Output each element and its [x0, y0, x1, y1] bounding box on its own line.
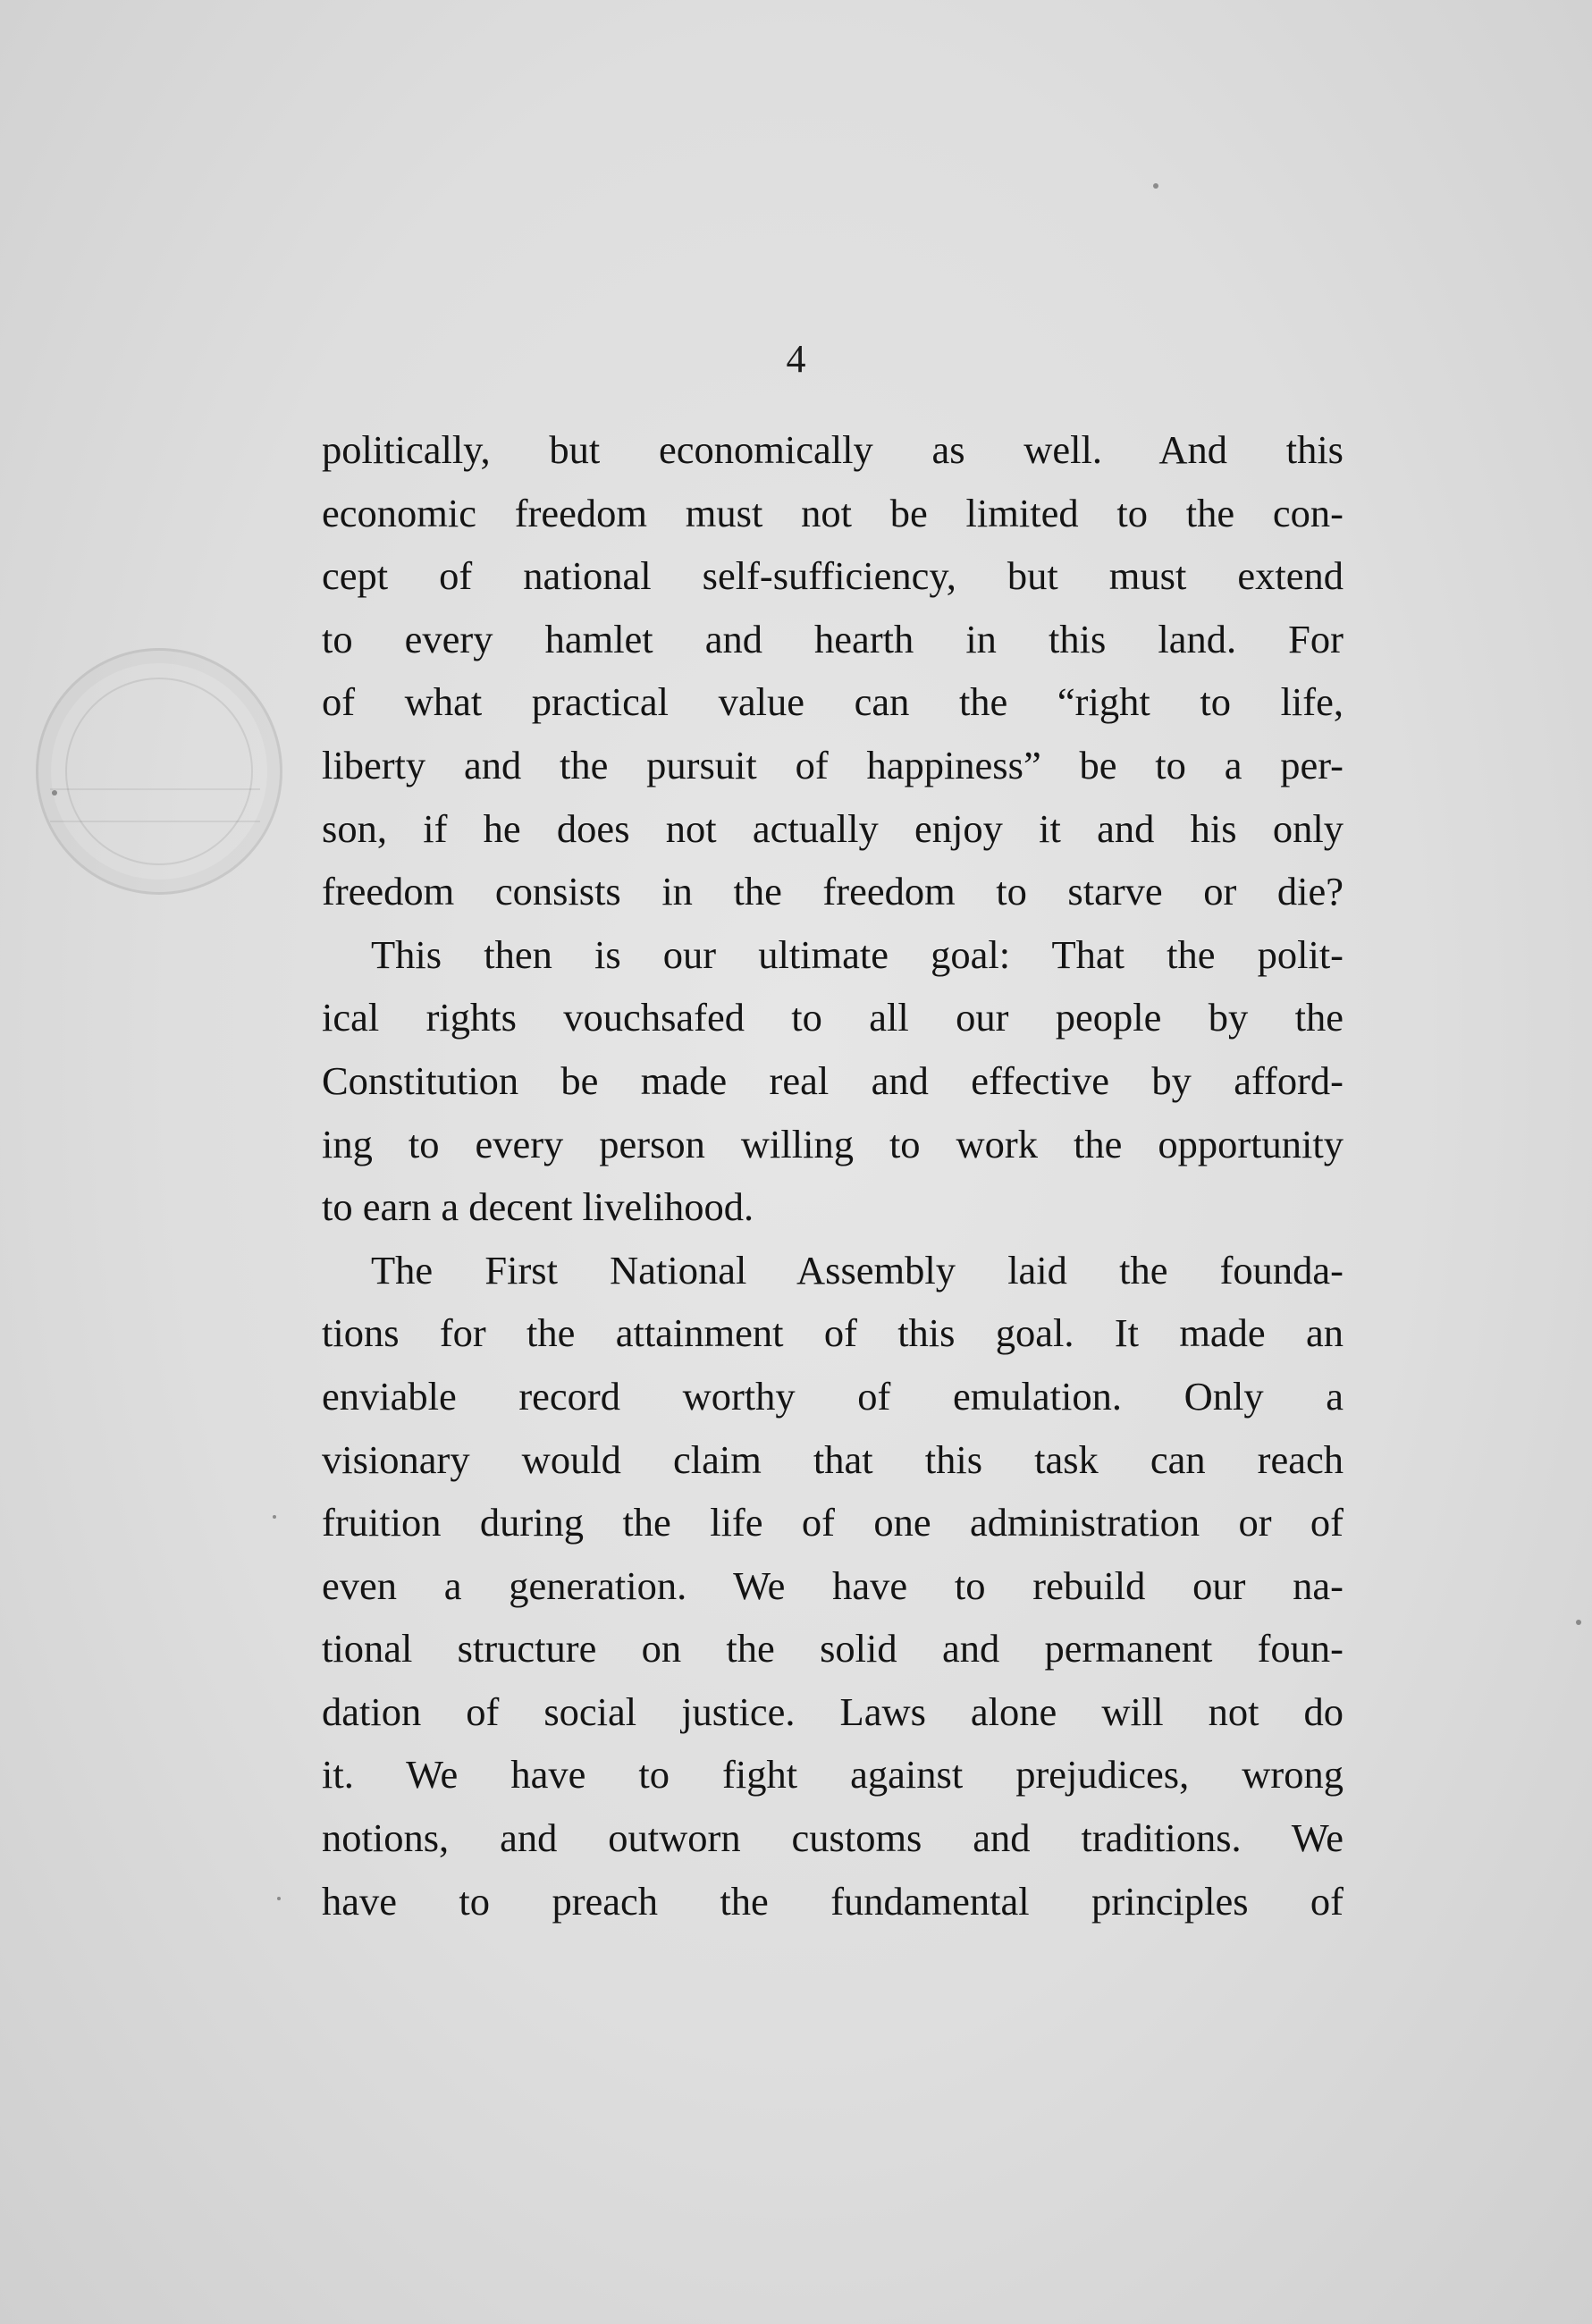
text-line: fruition during the life of one administration or of	[322, 1500, 1344, 1545]
text-line: enviable record worthy of emulation. Only a	[322, 1373, 1344, 1419]
text-line: it. We have to fight against prejudices, wrong	[322, 1752, 1344, 1798]
text-line: to earn a decent livelihood.	[322, 1184, 754, 1230]
paragraph-1	[322, 418, 1344, 923]
text-line: tional structure on the solid and permanent foun-	[322, 1626, 1344, 1671]
text-line: tions for the attainment of this goal. It made an	[322, 1310, 1344, 1356]
dust-speck	[52, 790, 57, 796]
text-line: of what practical value can the “right to life,	[322, 679, 1344, 725]
dust-speck	[277, 1897, 281, 1900]
library-stamp-band	[50, 788, 260, 822]
dust-speck	[1576, 1620, 1581, 1625]
text-line: have to preach the fundamental principles of	[322, 1878, 1344, 1924]
body-text	[322, 418, 1344, 1932]
text-line: This then is our ultimate goal: That the polit-	[371, 931, 1344, 977]
text-line: liberty and the pursuit of happiness” be to a per-	[322, 742, 1344, 787]
library-stamp	[36, 648, 282, 895]
text-line: economic freedom must not be limited to the con-	[322, 490, 1344, 535]
text-line: politically, but economically as well. And this	[322, 427, 1344, 472]
text-line: to every hamlet and hearth in this land. For	[322, 616, 1344, 661]
text-line: visionary would claim that this task can reach	[322, 1436, 1344, 1482]
paragraph-3	[322, 1239, 1344, 1933]
library-stamp-inner-ring	[65, 678, 253, 865]
text-line: son, if he does not actually enjoy it and his only	[322, 805, 1344, 851]
text-line: ing to every person willing to work the opportunity	[322, 1121, 1344, 1166]
text-line: even a generation. We have to rebuild our na-	[322, 1562, 1344, 1608]
text-line: cept of national self-sufficiency, but must extend	[322, 553, 1344, 599]
page-number: 4	[786, 337, 806, 381]
text-line: freedom consists in the freedom to starve or die?	[322, 869, 1344, 914]
text-line: dation of social justice. Laws alone will not do	[322, 1688, 1344, 1734]
text-line: The First National Assembly laid the founda-	[371, 1247, 1344, 1293]
text-line: ical rights vouchsafed to all our people by the	[322, 995, 1344, 1040]
text-line: Constitution be made real and effective by afford-	[322, 1057, 1344, 1103]
paragraph-2	[322, 923, 1344, 1239]
dust-speck	[1153, 183, 1158, 189]
dust-speck	[273, 1515, 276, 1519]
text-line: notions, and outworn customs and traditions. We	[322, 1815, 1344, 1861]
